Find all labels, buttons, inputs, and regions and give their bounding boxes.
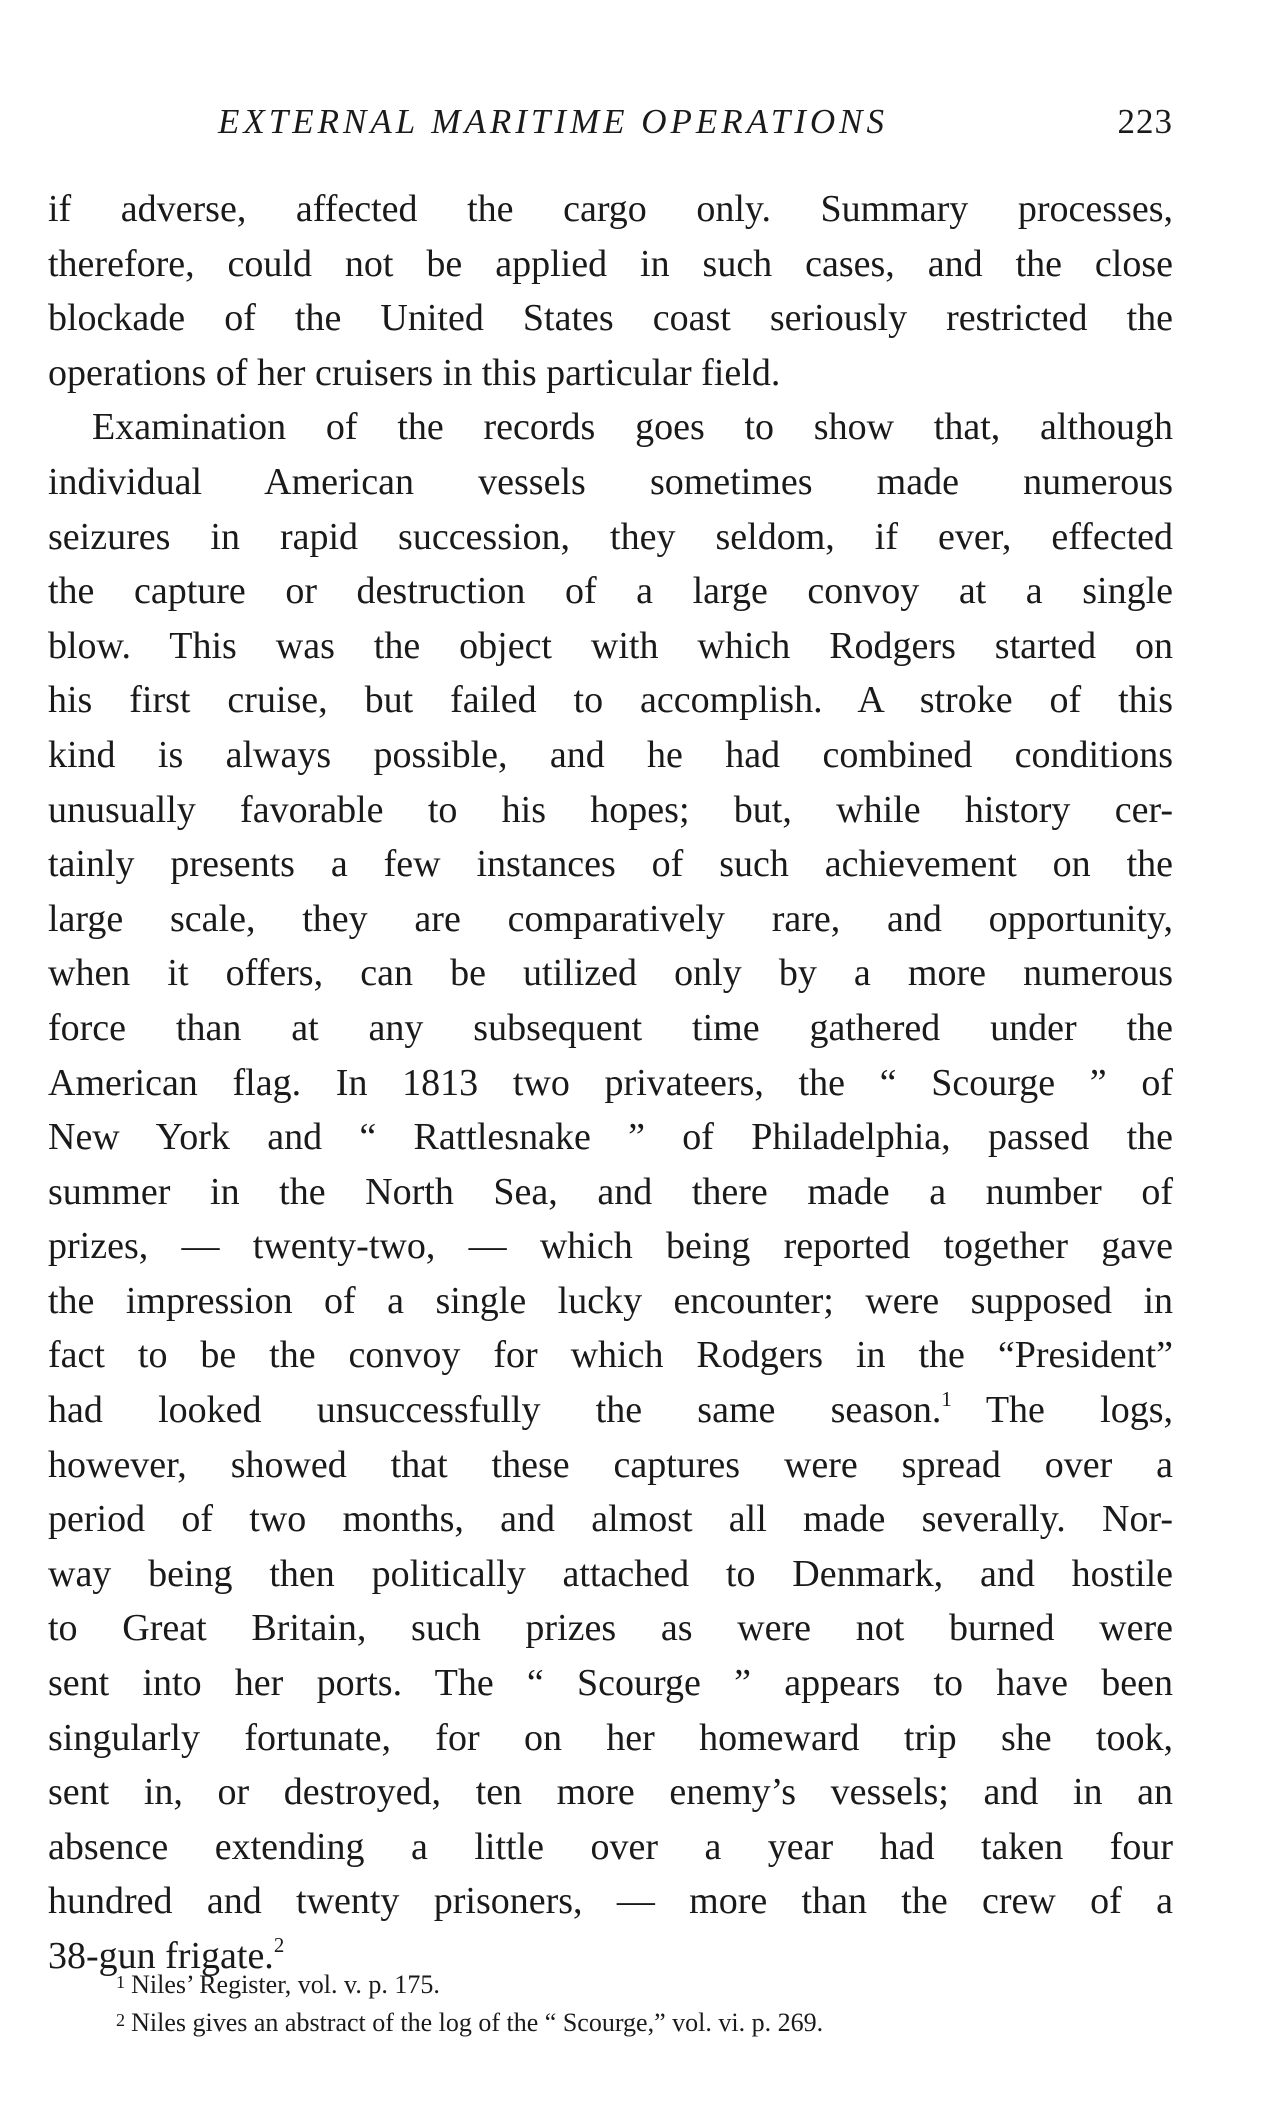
footnote-ref-2: 2 [273,1933,285,1958]
text-line: blockade of the United States coast seriously restricted the [48,297,1173,340]
text-line: seizures in rapid succession, they seldom, if ever, effected [48,515,1173,558]
footnote-text: Niles’ Register, vol. v. p. 175. [131,1970,440,1999]
footnote-2 [48,2004,1173,2042]
text-line: sent in, or destroyed, ten more enemy’s vessels; and in an [48,1771,1173,1814]
text-line: the capture or destruction of a large convoy at a single [48,570,1173,613]
text-segment: had looked unsuccessfully the same season. [48,1389,942,1432]
text-line: way being then politically attached to Denmark, and hostile [48,1552,1173,1595]
text-line: if adverse, affected the cargo only. Summary processes, [48,188,1173,230]
body-text [48,182,1173,1984]
text-line: New York and “ Rattlesnake ” of Philadelphia, passed the [48,1116,1173,1159]
text-line: singularly fortunate, for on her homeward trip she took, [48,1716,1173,1759]
footnote-text: Niles gives an abstract of the log of the “ Scourge,” vol. vi. p. 269. [131,2008,824,2037]
text-line: fact to be the convoy for which Rodgers in the “President” [48,1334,1173,1377]
text-line: individual American vessels sometimes made numerous [48,460,1173,503]
text-line: to Great Britain, such prizes as were not burned were [48,1607,1173,1650]
running-title: EXTERNAL MARITIME OPERATIONS [218,102,889,141]
text-line: absence extending a little over a year had taken four [48,1825,1173,1868]
text-segment: The logs, [985,1389,1173,1432]
text-line: tainly presents a few instances of such achievement on the [48,843,1173,886]
footnote-mark: 1 [116,1971,126,1992]
footnote-1 [48,1966,1173,2004]
text-line: his first cruise, but failed to accomplish. A stroke of this [48,679,1173,722]
footnotes [48,1966,1173,2042]
text-line: force than at any subsequent time gathered under the [48,1006,1173,1049]
text-line: operations of her cruisers in this particular field. [48,351,781,394]
text-line: blow. This was the object with which Rodgers started on [48,624,1173,667]
footnote-mark: 2 [116,2009,126,2030]
text-line: when it offers, can be utilized only by a more numerous [48,952,1173,995]
text-line: period of two months, and almost all made severally. Nor- [48,1498,1173,1541]
text-line: the impression of a single lucky encounter; were supposed in [48,1279,1173,1322]
text-line: large scale, they are comparatively rare, and opportunity, [48,897,1173,940]
text-line-with-footnote-ref [48,1383,1173,1438]
text-line: summer in the North Sea, and there made a number of [48,1170,1173,1213]
text-line: kind is always possible, and he had combined conditions [48,733,1173,776]
text-line: unusually favorable to his hopes; but, while history cer- [48,788,1173,831]
footnote-ref-1: 1 [941,1387,952,1412]
text-line: prizes, — twenty-two, — which being reported together gave [48,1225,1173,1268]
text-line: Examination of the records goes to show that, although [92,406,1173,449]
text-line: therefore, could not be applied in such cases, and the close [48,242,1173,285]
page-number: 223 [1117,102,1173,141]
text-segment: 38-gun frigate. [48,1935,274,1977]
text-line: American flag. In 1813 two privateers, the “ Scourge ” of [48,1061,1173,1104]
text-line: however, showed that these captures were spread over a [48,1443,1173,1486]
text-line: sent into her ports. The “ Scourge ” appears to have been [48,1662,1173,1705]
running-header [48,96,1173,148]
text-line: hundred and twenty prisoners, — more than the crew of a [48,1880,1173,1923]
